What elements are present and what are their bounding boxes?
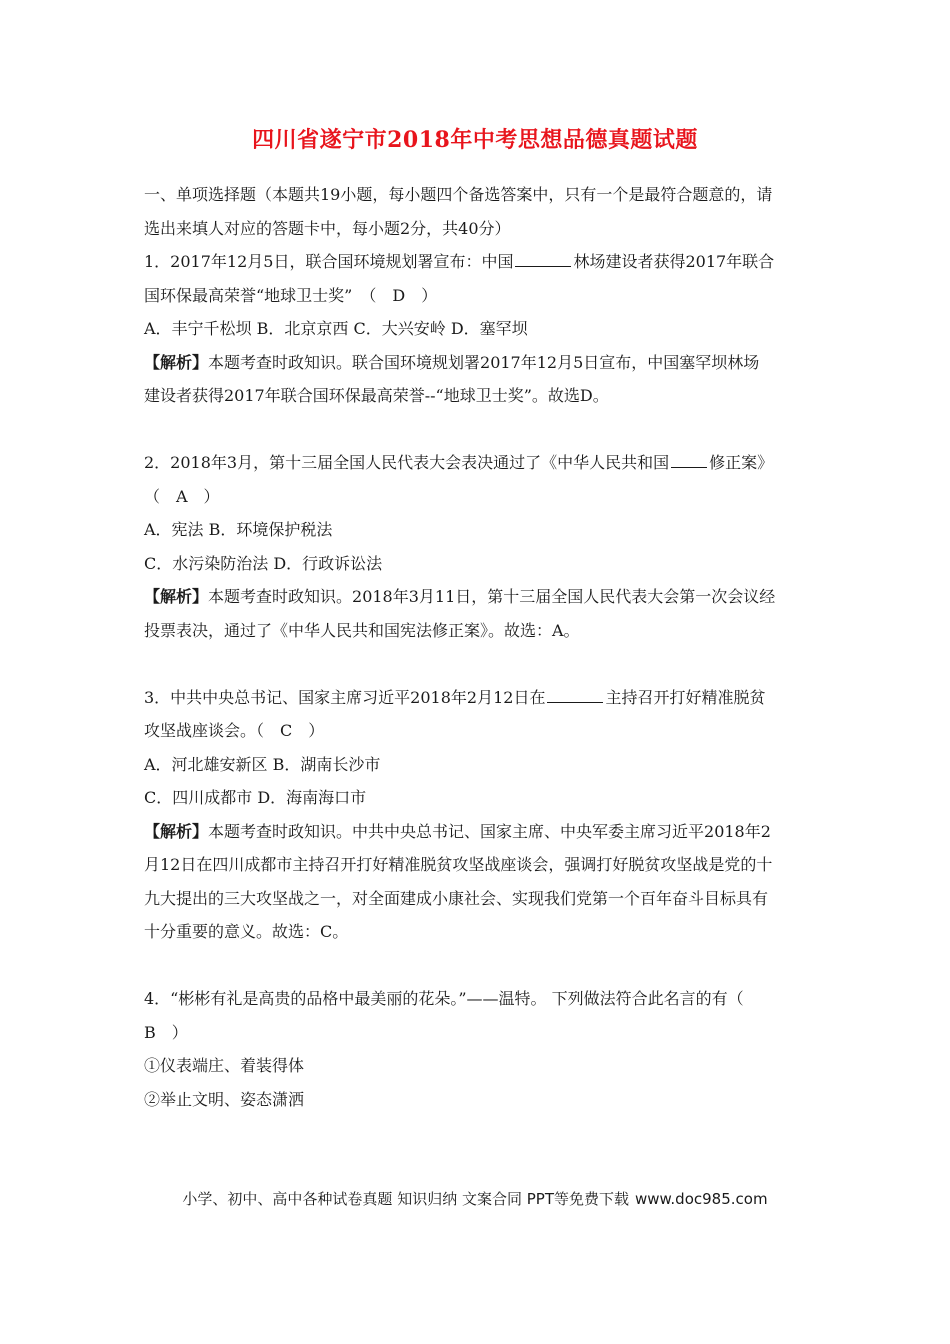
q2-options-1: A．宪法 B．环境保护税法 [144,520,333,539]
q2-options-2: C．水污染防治法 D．行政诉讼法 [144,553,383,573]
q3-analysis-text-1: 本题考查时政知识。中共中央总书记、国家主席、中央军委主席习近平2018年2 [208,821,771,841]
q3-analysis-line-1 [144,815,812,849]
q1-stem-line-2: 国环保最高荣誉“地球卫士奖” （ D ） [144,285,438,305]
section-instructions-line-1: 一、单项选择题（本题共19小题，每小题四个备选答案中，只有一个是最符合题意的，请 [144,185,773,204]
exam-content [144,178,812,1116]
q2-analysis-line-1 [144,580,812,614]
q3-options-1: A．河北雄安新区 B．湖南长沙市 [144,754,381,774]
footer-url[interactable]: www.doc985.com [634,1190,768,1208]
q1-stem-part-b: 林场建设者获得2017年联合 [573,252,775,271]
q2-stem-part-b: 修正案》 [709,453,774,472]
q1-answer-blank [515,248,571,267]
page-footer [0,1187,950,1211]
q1-analysis-tag: 【解析】 [144,352,209,372]
q2-analysis-text-1: 本题考查时政知识。2018年3月11日，第十三届全国人民代表大会第一次会议经 [208,587,776,606]
q4-item-2: ②举止文明、姿态潇洒 [144,1089,305,1109]
q2-analysis-tag: 【解析】 [144,587,209,606]
q3-options-2: C．四川成都市 D．海南海口市 [144,788,367,807]
q4-item-1: ①仪表端庄、着装得体 [144,1056,305,1075]
q4-stem-line-1: 4．“彬彬有礼是高贵的品格中最美丽的花朵。”——温特。 下列做法符合此名言的有（ [144,989,744,1008]
q2-stem-line-1 [144,446,812,480]
q1-analysis-line-1 [144,346,812,380]
q1-options: A．丰宁千松坝 B．北京京西 C．大兴安岭 D．塞罕坝 [144,319,528,338]
q1-analysis-text-1: 本题考查时政知识。联合国环境规划署2017年12月5日宣布，中国塞罕坝林场 [208,352,760,372]
q3-stem-part-b: 主持召开打好精准脱贫 [605,687,766,707]
q4-stem-line-2: B ） [144,1022,188,1042]
q3-stem-line-1 [144,681,812,715]
q2-answer-blank [671,449,707,468]
q3-answer-blank [547,684,603,703]
q1-stem-part-a: 1．2017年12月5日，联合国环境规划署宣布：中国 [144,252,514,271]
spacer [144,949,812,983]
q3-analysis-tag: 【解析】 [144,821,209,841]
q3-analysis-line-4: 十分重要的意义。故选：C。 [144,922,349,941]
q2-stem-line-2: （ A ） [144,486,220,506]
spacer [144,413,812,447]
page-title: 四川省遂宁市2018年中考思想品德真题试题 [252,127,698,153]
q3-stem-line-2: 攻坚战座谈会。（ C ） [144,721,325,740]
footer-text: 小学、初中、高中各种试卷真题 知识归纳 文案合同 PPT等免费下载 [182,1190,629,1208]
q2-stem-part-a: 2．2018年3月，第十三届全国人民代表大会表决通过了《中华人民共和国 [144,453,670,472]
q3-analysis-line-2: 月12日在四川成都市主持召开打好精准脱贫攻坚战座谈会，强调打好脱贫攻坚战是党的十 [144,855,773,874]
spacer [144,647,812,681]
q1-stem-line-1 [144,245,812,279]
q3-stem-part-a: 3．中共中央总书记、国家主席习近平2018年2月12日在 [144,687,546,707]
q2-analysis-line-2: 投票表决，通过了《中华人民共和国宪法修正案》。故选：A。 [144,620,580,640]
section-instructions-line-2: 选出来填人对应的答题卡中，每小题2分，共40分） [144,218,511,238]
q1-analysis-line-2: 建设者获得2017年联合国环保最高荣誉--“地球卫士奖”。故选D。 [144,386,609,405]
q3-analysis-line-3: 九大提出的三大攻坚战之一，对全面建成小康社会、实现我们党第一个百年奋斗目标具有 [144,888,769,908]
